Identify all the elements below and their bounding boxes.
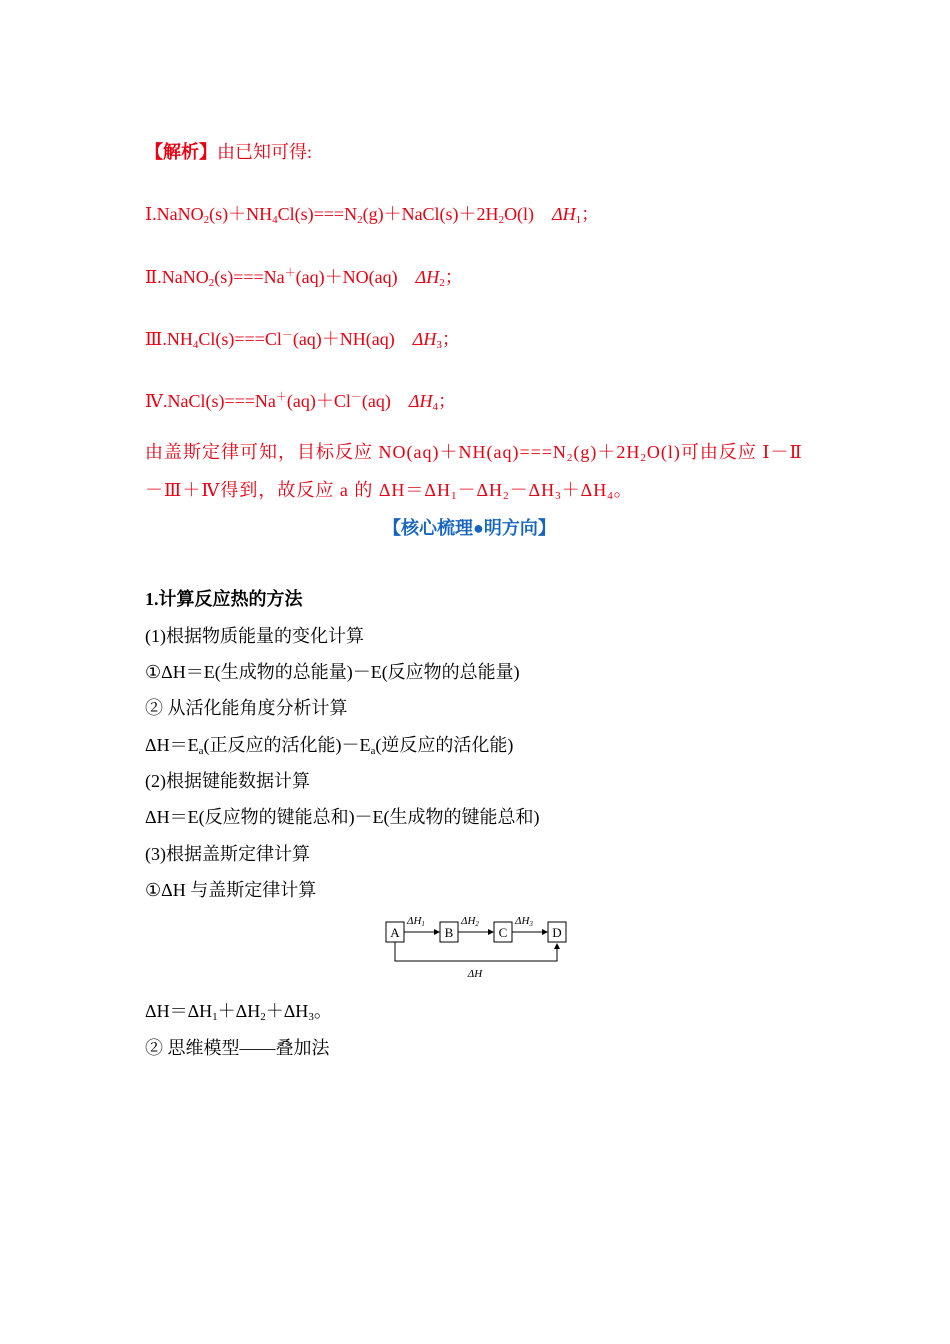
analysis-intro: 由已知可得: — [217, 142, 313, 162]
eq1-text: O(l) — [504, 204, 535, 224]
item-energy: (1)根据物质能量的变化计算 — [145, 626, 364, 646]
item-hess: (3)根据盖斯定律计算 — [145, 844, 310, 864]
fh-text: ＋ΔH — [265, 1001, 309, 1021]
arrow-3-label: ΔH3 — [515, 915, 533, 928]
eq1-sub: 4 — [272, 214, 278, 226]
formula-activation — [145, 731, 513, 757]
item-hess-calc: ①ΔH 与盖斯定律计算 — [145, 880, 317, 900]
eq2-sup: ＋ — [284, 267, 296, 279]
eq2-text: .NaNO — [157, 267, 209, 287]
hess2-text: －ΔH — [457, 480, 504, 500]
eq2-num: Ⅱ — [145, 267, 158, 287]
formula-bond: ΔH＝E(反应物的键能总和)－E(生成物的键能总和) — [145, 807, 540, 827]
equation-4 — [145, 387, 456, 413]
item-thinking-model: ② 思维模型——叠加法 — [145, 1038, 330, 1058]
eq1-sub: 2 — [498, 214, 505, 226]
eq1-dh: ΔH — [552, 204, 576, 224]
hess1-text: O(l)可由反应 Ⅰ－Ⅱ — [646, 442, 803, 462]
formula-hess — [145, 997, 332, 1023]
hess-diagram — [383, 913, 573, 985]
section-title: 【核心梳理●明方向】 — [383, 518, 556, 538]
eq4-num: Ⅳ — [145, 391, 163, 411]
eq2-dh-sub: 2 — [439, 277, 445, 289]
eq3-text: (aq)＋NH(aq) — [292, 329, 395, 349]
hess2-sub: 4 — [607, 490, 614, 502]
hess2-text: ＋ΔH — [561, 480, 608, 500]
eq1-sub: 2 — [203, 214, 210, 226]
eq1-text: Cl(s)===N — [277, 204, 358, 224]
hess-line-1 — [145, 438, 803, 464]
arrow-1-label: ΔH1 — [407, 915, 425, 928]
eq1-text: .NaNO — [152, 204, 204, 224]
hess1-sub: 2 — [566, 452, 574, 464]
fh-text: ＋ΔH — [217, 1001, 261, 1021]
eq4-text: .NaCl(s)===Na — [162, 391, 276, 411]
eq2-text: (aq)＋NO(aq) — [295, 267, 398, 287]
eq3-num: Ⅲ — [145, 329, 163, 349]
item-activation: ② 从活化能角度分析计算 — [145, 698, 348, 718]
eq3-dh: ΔH — [412, 329, 437, 349]
hess2-text: －Ⅲ＋Ⅳ得到，故反应 a 的 ΔH＝ΔH — [145, 480, 451, 500]
hess2-text: 。 — [613, 480, 633, 500]
arrow-2-label: ΔH2 — [461, 915, 479, 928]
node-a: A — [390, 925, 400, 940]
eq3-sup: － — [281, 329, 293, 341]
eq2-end: ； — [444, 267, 463, 287]
eq4-end: ； — [437, 391, 456, 411]
eq3-sub: 4 — [192, 339, 199, 351]
eq3-text: .NH — [162, 329, 193, 349]
eq1-num: Ⅰ — [145, 204, 153, 224]
eq1-text: (s)＋NH — [209, 204, 273, 224]
eq2-sub: 2 — [208, 277, 215, 289]
fh-text: 。 — [313, 1001, 332, 1021]
fh-sub: 2 — [260, 1011, 266, 1023]
hess2-sub: 3 — [555, 490, 562, 502]
hess1-text: 由盖斯定律可知，目标反应 NO(aq)＋NH(aq)===N — [145, 442, 567, 462]
node-b: B — [444, 925, 454, 940]
eq1-dh-sub: 1 — [575, 214, 582, 226]
node-c: C — [498, 925, 508, 940]
eq3-end: ； — [441, 329, 460, 349]
formula-energy: ①ΔH＝E(生成物的总能量)－E(反应物的总能量) — [145, 662, 520, 682]
equation-1 — [145, 200, 599, 226]
fa-text: (正反应的活化能)－E — [203, 735, 371, 755]
eq1-end: ； — [581, 204, 600, 224]
analysis-tag: 【解析】 — [145, 142, 217, 162]
fa-text: (逆反应的活化能) — [375, 735, 514, 755]
fa-text: ΔH＝E — [145, 735, 199, 755]
eq1-sub: 2 — [357, 214, 363, 226]
fa-sub: a — [198, 745, 204, 757]
eq4-sup: ＋ — [275, 391, 287, 403]
eq4-dh: ΔH — [408, 391, 433, 411]
node-d: D — [552, 925, 562, 940]
equation-3 — [145, 325, 460, 351]
eq3-dh-sub: 3 — [436, 339, 442, 351]
equation-2 — [145, 263, 463, 289]
analysis-heading — [145, 138, 312, 164]
eq4-text: (aq)＋Cl — [286, 391, 351, 411]
eq4-text: (aq) — [361, 391, 391, 411]
fh-sub: 1 — [212, 1011, 218, 1023]
fa-sub: a — [370, 745, 376, 757]
hess2-sub: 2 — [503, 490, 510, 502]
eq4-dh-sub: 4 — [432, 401, 438, 413]
fh-sub: 3 — [308, 1011, 314, 1023]
eq2-text: (s)===Na — [214, 267, 285, 287]
hess2-sub: 1 — [450, 490, 458, 502]
hess2-text: －ΔH — [509, 480, 556, 500]
fh-text: ΔH＝ΔH — [145, 1001, 213, 1021]
hess-line-2 — [145, 476, 633, 502]
eq1-text: (g)＋NaCl(s)＋2H — [362, 204, 499, 224]
hess1-text: (g)＋2H — [573, 442, 641, 462]
return-arrow — [395, 942, 557, 961]
eq4-sup: － — [350, 391, 362, 403]
item-bond: (2)根据键能数据计算 — [145, 771, 310, 791]
eq2-dh: ΔH — [415, 267, 440, 287]
hess1-sub: 2 — [640, 452, 647, 464]
eq3-text: Cl(s)===Cl — [198, 329, 282, 349]
heading-method: 1.计算反应热的方法 — [145, 589, 303, 609]
bottom-label: ΔH — [467, 968, 483, 980]
